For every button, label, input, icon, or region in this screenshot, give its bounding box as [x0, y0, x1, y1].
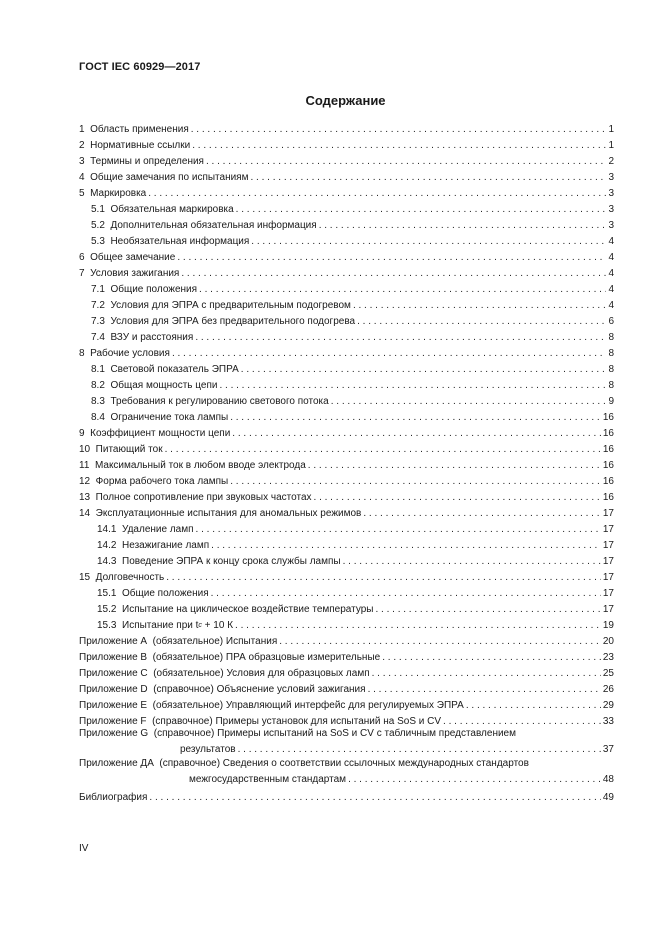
toc-page-number: 48: [602, 774, 614, 785]
toc-entry-title: 5 Маркировка: [79, 188, 147, 199]
toc-leader-dots: [353, 300, 607, 312]
toc-entry-title: Библиография: [79, 792, 148, 803]
toc-entry[interactable]: [79, 296, 614, 312]
toc-entry[interactable]: [79, 504, 614, 520]
toc-entry-title: 11 Максимальный ток в любом вводе электрода: [79, 460, 306, 471]
toc-page-number: 6: [608, 316, 614, 327]
toc-page-number: 8: [608, 380, 614, 391]
toc-entry-title: 8 Рабочие условия: [79, 348, 170, 359]
table-of-contents: [79, 120, 614, 804]
toc-page-number: 17: [602, 556, 614, 567]
toc-page-number: 17: [602, 588, 614, 599]
toc-entry-title: 5.3 Необязательная информация: [91, 236, 250, 247]
toc-entry[interactable]: [79, 280, 614, 296]
toc-entry-title: 15.3 Испытание при t: [97, 620, 199, 631]
toc-entry[interactable]: [79, 488, 614, 504]
toc-entry-title: 7.4 ВЗУ и расстояния: [91, 332, 194, 343]
toc-entry[interactable]: [79, 472, 614, 488]
toc-entry-title: 14.3 Поведение ЭПРА к концу срока службы лампы: [97, 556, 341, 567]
toc-leader-dots: [382, 652, 601, 664]
toc-page-number: 20: [602, 636, 614, 647]
toc-leader-dots: [319, 220, 607, 232]
toc-page-number: 4: [608, 284, 614, 295]
toc-leader-dots: [191, 124, 607, 136]
toc-entry-title: 7.1 Общие положения: [91, 284, 198, 295]
toc-leader-dots: [250, 172, 606, 184]
toc-leader-dots: [165, 444, 601, 456]
toc-entry[interactable]: [79, 248, 614, 264]
toc-leader-dots: [230, 412, 601, 424]
toc-entry-title: 7.2 Условия для ЭПРА с предварительным подогревом: [91, 300, 351, 311]
toc-page-number: 17: [602, 508, 614, 519]
toc-entry[interactable]: [79, 200, 614, 216]
toc-entry-title: 6 Общее замечание: [79, 252, 176, 263]
toc-page-number: 3: [608, 188, 614, 199]
toc-entry-title: Приложение А (обязательное) Испытания: [79, 636, 278, 647]
toc-leader-dots: [308, 460, 601, 472]
toc-entry-title: 8.1 Световой показатель ЭПРА: [91, 364, 239, 375]
toc-entry-title-cont: межгосударственным стандартам: [189, 774, 347, 785]
toc-entry[interactable]: [79, 184, 614, 200]
toc-entry-title-cont: результатов: [180, 744, 236, 755]
toc-entry-title: 7.3 Условия для ЭПРА без предварительного подогрева: [91, 316, 356, 327]
toc-leader-dots: [372, 668, 601, 680]
page-number: IV: [79, 843, 89, 854]
toc-entry[interactable]: [79, 712, 614, 728]
toc-page-number: 25: [602, 668, 614, 679]
toc-entry[interactable]: [79, 168, 614, 184]
toc-page-number: 3: [608, 220, 614, 231]
toc-entry-title: 4 Общие замечания по испытаниям: [79, 172, 249, 183]
toc-page-number: 8: [608, 348, 614, 359]
toc-page-number: 16: [602, 412, 614, 423]
toc-page-number: 1: [608, 140, 614, 151]
toc-entry[interactable]: [79, 264, 614, 280]
toc-entry-title: 14 Эксплуатационные испытания для аномальных режимов: [79, 508, 362, 519]
toc-entry-title: 15.1 Общие положения: [97, 588, 209, 599]
toc-page-number: 23: [602, 652, 614, 663]
toc-page-number: 26: [602, 684, 614, 695]
toc-page-number: 37: [602, 744, 614, 755]
toc-leader-dots: [466, 700, 601, 712]
toc-page-number: 17: [602, 572, 614, 583]
toc-page-number: 17: [602, 540, 614, 551]
toc-leader-dots: [199, 284, 606, 296]
toc-entry[interactable]: [79, 136, 614, 152]
toc-page-number: 17: [602, 604, 614, 615]
toc-leader-dots: [368, 684, 601, 696]
toc-entry-title: 13 Полное сопротивление при звуковых частотах: [79, 492, 312, 503]
toc-leader-dots: [177, 252, 606, 264]
toc-leader-dots: [348, 774, 601, 786]
document-code: ГОСТ IEC 60929—2017: [79, 61, 201, 73]
toc-page-number: 16: [602, 428, 614, 439]
toc-entry-title: 2 Нормативные ссылки: [79, 140, 191, 151]
toc-entry[interactable]: [79, 600, 614, 616]
toc-entry-title: Приложение ДА (справочное) Сведения о соответствии ссылочных международных стандартов: [79, 758, 529, 769]
toc-page-number: 29: [602, 700, 614, 711]
toc-leader-dots: [195, 332, 606, 344]
toc-page-number: 8: [608, 364, 614, 375]
toc-leader-dots: [181, 268, 606, 280]
toc-entry-title: 14.1 Удаление ламп: [97, 524, 194, 535]
toc-leader-dots: [166, 572, 601, 584]
toc-entry-title: 7 Условия зажигания: [79, 268, 180, 279]
toc-entry-title: 14.2 Незажигание ламп: [97, 540, 210, 551]
toc-entry[interactable]: [79, 344, 614, 360]
toc-entry-title: 8.3 Требования к регулированию светового потока: [91, 396, 329, 407]
toc-entry-subscript: c: [198, 622, 202, 629]
toc-entry[interactable]: [79, 536, 614, 552]
toc-leader-dots: [148, 188, 606, 200]
toc-leader-dots: [236, 204, 607, 216]
toc-leader-dots: [149, 792, 600, 804]
toc-leader-dots: [357, 316, 606, 328]
toc-entry[interactable]: [79, 360, 614, 376]
toc-page-number: 4: [608, 236, 614, 247]
toc-leader-dots: [241, 364, 607, 376]
toc-leader-dots: [363, 508, 601, 520]
toc-leader-dots: [196, 524, 601, 536]
toc-entry[interactable]: [79, 376, 614, 392]
toc-page-number: 16: [602, 444, 614, 455]
toc-leader-dots: [251, 236, 606, 248]
toc-entry-title: 9 Коэффициент мощности цепи: [79, 428, 231, 439]
toc-entry-title: Приложение В (обязательное) ПРА образцовые измерительные: [79, 652, 381, 663]
toc-entry-title: 15.2 Испытание на циклическое воздействие температуры: [97, 604, 374, 615]
toc-page-number: 33: [602, 716, 614, 727]
toc-entry-title: Приложение G (справочное) Примеры испытаний на SoS и CV с табличным представлением: [79, 728, 516, 739]
toc-entry-title: Приложение D (справочное) Объяснение условий зажигания: [79, 684, 366, 695]
toc-entry[interactable]: [79, 152, 614, 168]
toc-page-number: 49: [602, 792, 614, 803]
toc-entry[interactable]: [79, 312, 614, 328]
toc-entry[interactable]: [79, 758, 614, 788]
toc-page-number: 17: [602, 524, 614, 535]
toc-entry[interactable]: [79, 120, 614, 136]
toc-entry-title: 12 Форма рабочего тока лампы: [79, 476, 229, 487]
toc-leader-dots: [343, 556, 601, 568]
toc-leader-dots: [314, 492, 601, 504]
toc-entry[interactable]: [79, 424, 614, 440]
toc-entry-title: 5.1 Обязательная маркировка: [91, 204, 234, 215]
toc-leader-dots: [211, 588, 601, 600]
toc-entry[interactable]: [79, 680, 614, 696]
toc-leader-dots: [206, 156, 606, 168]
toc-entry[interactable]: [79, 664, 614, 680]
toc-leader-dots: [192, 140, 606, 152]
toc-page-number: 9: [608, 396, 614, 407]
toc-entry-title: 15 Долговечность: [79, 572, 165, 583]
toc-leader-dots: [375, 604, 600, 616]
toc-entry-title: Приложение F (справочное) Примеры установок для испытаний на SoS и CV: [79, 716, 442, 727]
toc-entry[interactable]: [79, 728, 614, 758]
toc-entry-title: 5.2 Дополнительная обязательная информация: [91, 220, 317, 231]
toc-entry[interactable]: [79, 788, 614, 804]
toc-leader-dots: [443, 716, 601, 728]
toc-leader-dots: [219, 380, 606, 392]
toc-entry-title: Приложение Е (обязательное) Управляющий интерфейс для регулируемых ЭПРА: [79, 700, 464, 711]
toc-entry[interactable]: [79, 552, 614, 568]
toc-entry[interactable]: [79, 216, 614, 232]
toc-entry-title: 10 Питающий ток: [79, 444, 163, 455]
toc-page-number: 3: [608, 204, 614, 215]
toc-entry[interactable]: [79, 520, 614, 536]
toc-entry[interactable]: [79, 392, 614, 408]
toc-entry[interactable]: [79, 328, 614, 344]
toc-leader-dots: [232, 428, 601, 440]
toc-page-number: 4: [608, 252, 614, 263]
toc-leader-dots: [211, 540, 601, 552]
toc-entry-title: 3 Термины и определения: [79, 156, 204, 167]
toc-entry[interactable]: [79, 408, 614, 424]
toc-leader-dots: [331, 396, 607, 408]
toc-entry[interactable]: [79, 696, 614, 712]
toc-entry-title: 1 Область применения: [79, 124, 189, 135]
toc-entry[interactable]: [79, 584, 614, 600]
toc-entry[interactable]: [79, 232, 614, 248]
toc-leader-dots: [279, 636, 601, 648]
toc-leader-dots: [172, 348, 607, 360]
toc-page-number: 8: [608, 332, 614, 343]
toc-leader-dots: [238, 744, 601, 756]
toc-entry[interactable]: [79, 456, 614, 472]
toc-page-number: 3: [608, 172, 614, 183]
toc-entry-title: 8.4 Ограничение тока лампы: [91, 412, 229, 423]
toc-entry[interactable]: [79, 568, 614, 584]
toc-entry[interactable]: [79, 440, 614, 456]
toc-entry[interactable]: [79, 616, 614, 632]
page-title: Содержание: [305, 93, 386, 108]
toc-leader-dots: [230, 476, 601, 488]
toc-page-number: 4: [608, 300, 614, 311]
toc-page-number: 4: [608, 268, 614, 279]
toc-page-number: 2: [608, 156, 614, 167]
toc-leader-dots: [235, 620, 601, 632]
toc-page-number: 1: [608, 124, 614, 135]
toc-entry-title-suffix: + 10 К: [201, 620, 234, 631]
toc-entry-title: Приложение С (обязательное) Условия для образцовых ламп: [79, 668, 370, 679]
toc-page-number: 16: [602, 492, 614, 503]
toc-page-number: 16: [602, 476, 614, 487]
toc-entry[interactable]: [79, 648, 614, 664]
toc-entry-title: 8.2 Общая мощность цепи: [91, 380, 218, 391]
toc-page-number: 19: [602, 620, 614, 631]
toc-entry[interactable]: [79, 632, 614, 648]
toc-page-number: 16: [602, 460, 614, 471]
